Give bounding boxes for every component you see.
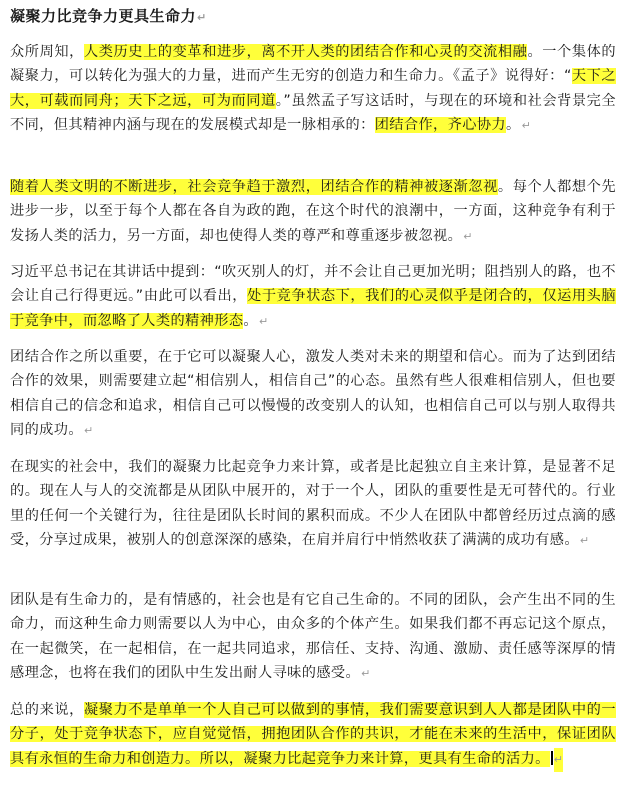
body-text: 。”虽然孟子写这话时，与现在的环境和社会背景完全不同，但其精神内涵与现在的发展模式却是一脉相承的： — [10, 92, 616, 134]
paragraph-mark-icon: ↵ — [554, 748, 563, 772]
paragraph-5[interactable] — [10, 455, 616, 554]
document-title-text: 凝聚力比竞争力更具生命力 — [10, 7, 197, 25]
paragraph-mark-icon: ↵ — [197, 11, 207, 24]
highlighted-text: 天下之大，可载而同舟；天下之远，可为而同道 — [10, 68, 616, 109]
body-text: 。 — [506, 117, 521, 134]
body-text: 团结合作之所以重要，在于它可以凝聚人心，激发人类对未来的期望和信心。而为了达到团结合作的效果，则需要建立起“相信别人，相信自己”的心态。虽然有些人很难相信别人，但也要相信自己的信念和追求，相信自己可以慢慢的改变别人的认知，也相信自己可以与别人取得共同的成功。 — [10, 349, 616, 439]
body-text: 在现实的社会中，我们的凝聚力比起竞争力来计算，或者是比起独立自主来计算，是显著不足的。现在人与人的交流都是从团队中展开的，对于一个人，团队的重要性是无可替代的。行业里的任何一个关键行为，往往是团队长时间的累积而成。不少人在团队中都曾经历过点滴的感受，分享过成果，被别人的创意深深的感染，在肩并肩行中悄然收获了满满的成功有感。 — [10, 459, 616, 549]
body-text: 。每个人都想个先进步一步，以至于每个人都在各自为政的跑，在这个时代的浪潮中，一方面，这种竞争有利于发扬人类的活力，另一方面，却也使得人类的尊严和尊重逐步被忽视。 — [10, 179, 617, 244]
document-title[interactable] — [10, 6, 206, 28]
highlighted-text: 凝聚力不是单单一个人自己可以做到的事情，我们需要意识到人人都是团队中的一分子，处于竞争状态下，应自觉觉悟，拥抱团队合作的共识，才能在未来的生活中，保证团队具有永恒的生命力和创造力。所以，凝聚力比起竞争力来计算，更具有生命的活力。 — [10, 702, 616, 767]
paragraph-2[interactable] — [10, 175, 616, 249]
body-text: 总的来说， — [10, 702, 84, 718]
body-text: 。 — [243, 312, 258, 329]
paragraph-mark-icon: ↵ — [259, 314, 269, 328]
body-text: 。一个集体的凝聚力，可以转化为强大的力量，进而产生无穷的创造力和生命力。《孟子》说得好：“ — [10, 44, 616, 85]
text-cursor — [551, 751, 553, 765]
body-text: 团队是有生命力的，是有情感的，社会也是有它自己生命的。不同的团队，会产生出不同的生命力，而这种生命力则需要以人为中心，由众多的个体产生。如果我们都不再忘记这个原点，在一起微笑，在一起相信，在一起共同追求，那信任、支持、沟通、激励、责任感等深厚的情感理念，也将在我们的团队中生发出耐人寻味的感受。 — [10, 592, 616, 682]
highlighted-text: 处于竞争状态下，我们的心灵似乎是闭合的，仅运用头脑于竞争中，而忽略了人类的精神形态 — [10, 288, 616, 329]
paragraph-7[interactable] — [10, 698, 616, 772]
paragraph-3[interactable] — [10, 260, 616, 334]
paragraph-mark-icon: ↵ — [361, 667, 371, 681]
paragraph-mark-icon: ↵ — [463, 229, 473, 243]
highlighted-text: 随着人类文明的不断进步，社会竞争趋于激烈，团结合作的精神被逐渐忽视 — [10, 179, 498, 195]
body-text: 众所周知， — [10, 44, 84, 60]
paragraph-6[interactable] — [10, 588, 616, 687]
paragraph-mark-icon: ↵ — [521, 119, 532, 133]
highlighted-text: 团结合作，齐心协力 — [374, 117, 506, 134]
paragraph-4[interactable] — [10, 345, 616, 444]
paragraph-mark-icon: ↵ — [83, 424, 94, 438]
paragraph-1[interactable] — [10, 40, 616, 139]
body-text: 习近平总书记在其讲话中提到：“吹灭别人的灯，并不会让自己更加光明；阻挡别人的路，也不会让自己行得更远。”由此可以看出， — [10, 264, 616, 305]
paragraph-mark-icon: ↵ — [579, 534, 590, 548]
highlighted-text: 人类历史上的变革和进步，离不开人类的团结合作和心灵的交流相融 — [83, 44, 528, 60]
